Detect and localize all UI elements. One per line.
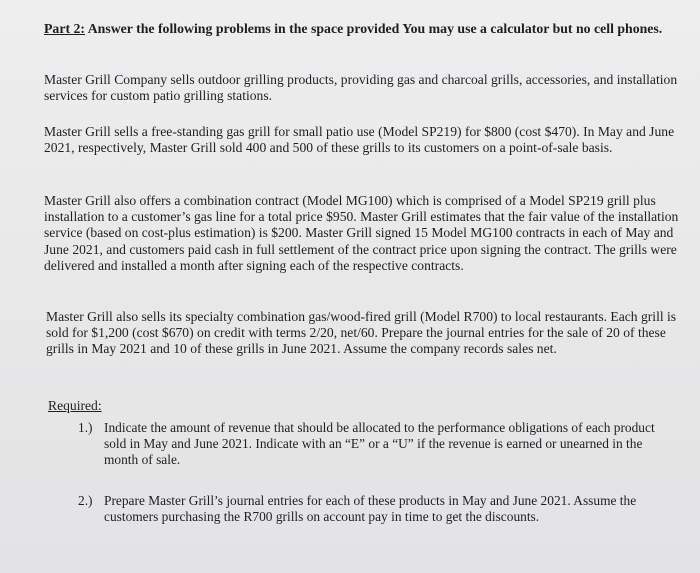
- item-number: 1.): [78, 420, 93, 435]
- paragraph-sp219: Master Grill sells a free-standing gas grill for small patio use (Model SP219) for $800 (cost $470). In May and June 2021, respectively, Master Grill sold 400 and 500 of these grills to its customers on a point-of-sale basis.: [44, 124, 675, 156]
- part-instructions: Answer the following problems in the space provided You may use a calculator but no cell phones.: [85, 21, 663, 36]
- required-item: [78, 493, 678, 525]
- required-item: [78, 420, 678, 468]
- part-heading: [44, 20, 684, 37]
- item-number: 2.): [78, 493, 93, 508]
- paragraph-r700: Master Grill also sells its specialty combination gas/wood-fired grill (Model R700) to local restaurants. Each grill is sold for $1,200 (cost $670) on credit with terms 2/20, net/60. Prepare the journal entries for the sale of 20 of these grills in May 2021 and 10 of these grills in June 2021. Assume the company records sales net.: [46, 309, 677, 357]
- part-label: Part 2:: [44, 21, 85, 36]
- paragraph-mg100: Master Grill also offers a combination contract (Model MG100) which is comprised of a Model SP219 grill plus installation to a customer’s gas line for a total price $950. Master Grill estimates that the fair value of the installation service (based on cost-plus estimation) is $200. Master Grill signed 15 Model MG100 contracts in each of May and June 2021, and customers paid cash in full settlement of the contract price upon signing the contract. The grills were delivered and installed a month after signing each of the respective contracts.: [44, 193, 679, 273]
- item-text: Prepare Master Grill’s journal entries for each of these products in May and June 2021. Assume the customers purchasing the R700 grills on account pay in time to get the discounts.: [104, 493, 637, 524]
- paragraph-company-intro: Master Grill Company sells outdoor grilling products, providing gas and charcoal grills, accessories, and installation services for custom patio grilling stations.: [44, 72, 678, 104]
- item-text: Indicate the amount of revenue that should be allocated to the performance obligations of each product sold in May and June 2021. Indicate with an “E” or a “U” if the revenue is earned or unearned in the month of sale.: [104, 420, 655, 467]
- required-heading: Required:: [48, 398, 102, 413]
